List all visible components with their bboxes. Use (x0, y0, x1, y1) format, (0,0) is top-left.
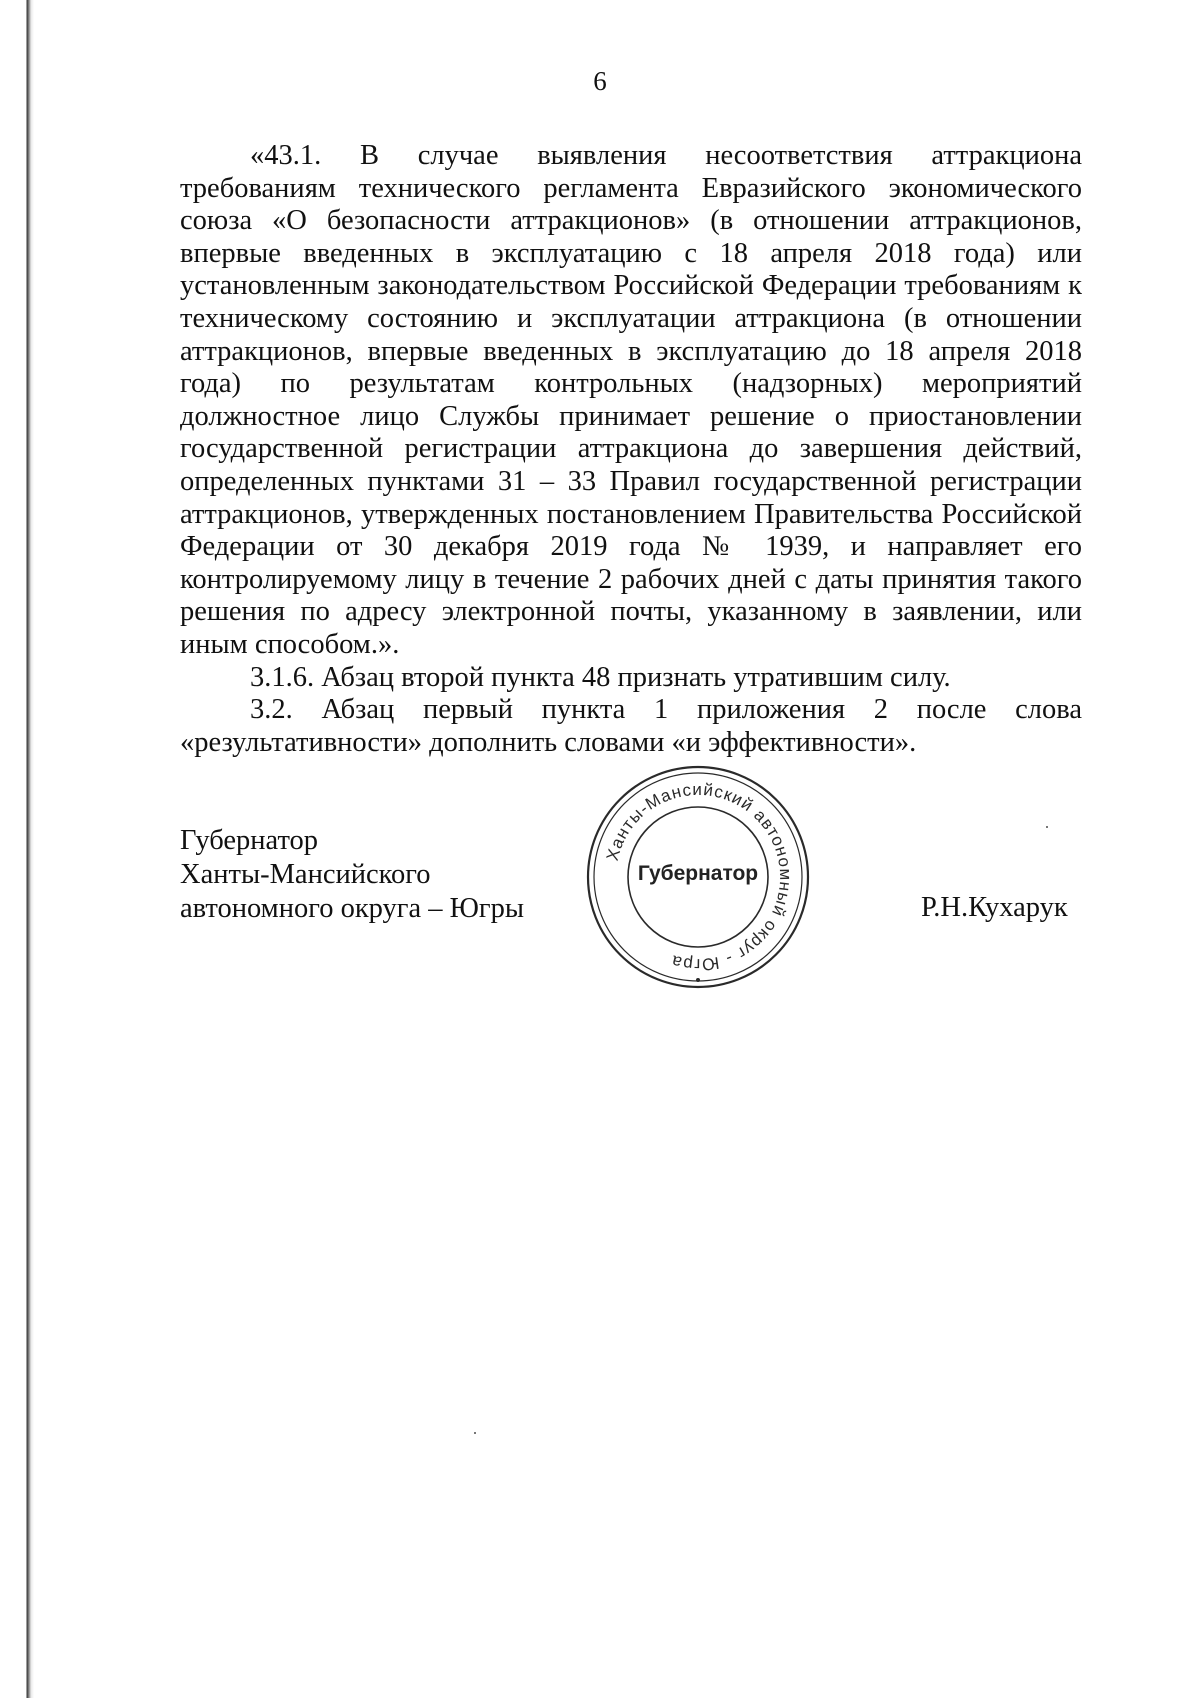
signature-title-line: Ханты-Мансийского (180, 859, 431, 890)
scan-edge (0, 0, 38, 1698)
document-body (180, 140, 1082, 759)
paragraph-3-2: 3.2. Абзац первый пункта 1 приложения 2 после слова «результативности» дополнить словами «и эффективности». (180, 694, 1082, 758)
official-seal (583, 762, 813, 992)
scan-speck (1046, 826, 1048, 828)
seal-center-text: Губернатор (637, 862, 759, 885)
page-number: 6 (593, 66, 607, 96)
seal-ring-text: Ханты-Мансийский автономный округ - Югра (602, 779, 796, 975)
signature-title (180, 824, 524, 926)
signer-name: Р.Н.Кухарук (921, 892, 1068, 923)
signature-title-line: Губернатор (180, 825, 319, 856)
signature-title-line: автономного округа – Югры (180, 893, 525, 924)
paragraph-3-1-6: 3.1.6. Абзац второй пункта 48 признать утратившим силу. (250, 661, 951, 693)
paragraph-43-1: «43.1. В случае выявления несоответствия аттракциона требованиям технического регламента Евразийского экономического союза «О безопасности аттракционов» (в отношении аттракционов, впервые введенных в эксплуатацию с 18 апреля 2018 года) или установленным законодательством Российской Федерации требованиям к техническому состоянию и эксплуатации аттракциона (в отношении аттракционов, впервые введенных в эксплуатацию до 18 апреля 2018 года) по результатам контрольных (надзорных) мероприятий должностное лицо Службы принимает решение о приостановлении государственной регистрации аттракциона до завершения действий, определенных пунктами 31 – 33 Правил государственной регистрации аттракционов, утвержденных постановлением Правительства Российской Федерации от 30 декабря 2019 года № 1939, и направляет его контролируемому лицу в течение 2 рабочих дней с даты принятия такого решения по адресу электронной почты, указанному в заявлении, или иным способом.». (180, 140, 1082, 660)
scan-speck (474, 1432, 476, 1434)
